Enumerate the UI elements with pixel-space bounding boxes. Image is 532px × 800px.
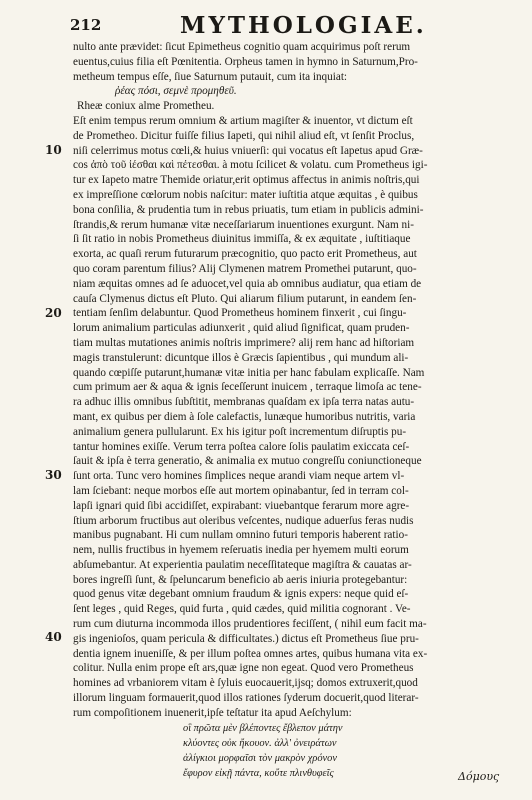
text-line: niam æquitas omnes ad ſe aduocet,vel quia ab omnibus audiatur, qua etiam de	[73, 277, 422, 290]
text-line: Eſt enim tempus rerum omnium & artium magiſter & inuentor, vt dictum eſt	[73, 114, 413, 127]
margin-line-number: 20	[45, 306, 62, 320]
catchword: Δόμους	[458, 770, 500, 783]
text-line: magis transtulerunt: dicuntque illos è Græcis ſapientibus , qui mundum ali-	[73, 351, 409, 364]
text-line: lorum animalium particulas adiunxerit , quid aliud ſignificat, quam pruden-	[73, 322, 410, 335]
text-line: illorum linguam formauerit,quod illos rationes ſyderum docuerit,quod literar-	[73, 692, 419, 705]
text-line: ſtrandis,& rerum humanæ vitæ neceſſariarum inuentiones exurgunt. Nam ni-	[73, 218, 414, 231]
text-line: animalium genera pullularunt. Ex his igitur poſt incrementum diſruptis pu-	[73, 425, 407, 438]
greek-verse-line: ἀλίγκιοι μορφαῖσι τὸν μακρὸν χρόνον	[183, 752, 337, 764]
greek-quote-line: ῥέας πόσι, σεμνὲ προμηθεῦ.	[115, 85, 237, 98]
text-line: ra adhuc illis omnibus ſubſtitit, membranas quaſdam ex ipſa terra natas autu-	[73, 396, 415, 409]
text-line: euentus,cuius filia eſt Pœnitentia. Orpheus tamen in hymno in Saturnum,Pro-	[73, 55, 418, 68]
text-line: gis ingenioſos, quam pericula & difficultates.) dictus eſt Prometheus ſiue pru-	[73, 632, 419, 645]
text-line: mant, ex quibus per diem à ſole calefactis, lunæque humoribus nutritis, varia	[73, 410, 416, 423]
text-line: ſunt orta. Tunc vero homines ſimplices neque arandi viam neque artem vl-	[73, 470, 405, 483]
text-line: colitur. Nulla enim prope eſt ars,quæ igne non egeat. Quod vero Prometheus	[73, 662, 414, 675]
text-line: tur ex Iapeto matre Themide oriatur,erit optimus affectus in animis noſtris,qui	[73, 174, 420, 187]
text-line: bona conſilia, & prudentia tum in rebus priuatis, tum etiam in publicis admini-	[73, 203, 424, 216]
page-header	[70, 12, 510, 42]
text-line: tiam multas mutationes animis noſtris imprimere? alij rem hanc ad hiſtoriam	[73, 336, 415, 349]
text-line: abſumebantur. At experientia paulatim neceſſitateque magiſtra & cauatas ar-	[73, 558, 412, 571]
verse-translation-line: Rheæ coniux alme Prometheu.	[77, 100, 215, 113]
text-line: lam ſciebant: neque morbos eſſe aut mortem opinabantur, ſed in terram col-	[73, 484, 409, 497]
text-line: de Prometheo. Dicitur fuiſſe filius Iapeti, qui nihil aliud eſt, vt ſenſit Proclus,	[73, 129, 415, 142]
text-line: tentiam ſenſim delabuntur. Quod Prometheus hominem finxerit , cui ſingu-	[73, 307, 407, 320]
text-line: bores ingreſſi ſunt, & ſpeluncarum beneficio ab aeris iniuria protegebantur:	[73, 573, 408, 586]
text-line: exorta, ac quaſi rerum futurarum præcognitio, quo pacto erit Prometheus, aut	[73, 248, 417, 261]
text-line: ſent leges , quid Reges, quid furta , quid cædes, quid militia cognorant . Ve-	[73, 603, 411, 616]
text-line: dentia ignem inueniſſe, & per illum poſtea omnes artes, quibus humana vita ex-	[73, 647, 428, 660]
greek-verse-line: ἔφυρον εἰκῇ πάντα, κοὔτε πλινθυφεῖς	[183, 767, 334, 779]
text-line: ex impreſſione cœlorum nobis naſcitur: mater iuſtitia atque æquitas , è quibus	[73, 188, 418, 201]
text-line: homines ad vrbaniorem vitam è ſyluis euocauerit,ijsq; domos extruxerit,quod	[73, 677, 418, 690]
text-line: metheum tempus eſſe, ſiue Saturnum putauit, cum ita inquiat:	[73, 70, 348, 83]
text-line: manibus pugnabant. Hi cum nullam omnino futuri temporis haberent ratio-	[73, 529, 408, 542]
margin-line-number: 30	[45, 468, 62, 482]
text-line: cum primum aer & aqua & ignis ſeceſſerunt inuicem , terraque limoſa ac tene-	[73, 381, 422, 394]
text-line: quo coram parentum filius? Alij Clymenen matrem Promethei putarunt, quo-	[73, 262, 417, 275]
text-line: ſtium arborum fructibus aut oleribus veſcentes, nudique aduerſus feras nudis	[73, 514, 414, 527]
greek-verse-line: κλύοντες οὐκ ἤκουον. ἀλλ' ὀνειράτων	[183, 737, 337, 749]
text-line: niſi celerrimus motus cœli,& huius vniuerſi: qui vocatus eſt Iapetus apud Græ-	[73, 144, 423, 157]
text-line: cos ἀπὸ τοῦ ἰέσθαι καὶ πέτεσθαι. à motu ſcilicet & volatu. cum Prometheus igi-	[73, 159, 428, 172]
text-line: quod genus vitæ degebant omnium fraudum & ignis expers: neque quid eſ-	[73, 588, 409, 601]
page-number: 212	[70, 16, 102, 34]
margin-line-number: 10	[45, 143, 62, 157]
text-line: rum cum diuturna incommoda illos prudentiores feciſſent, ( nihil eum facit ma-	[73, 618, 427, 631]
text-line: lapſi ignari quid ſibi accidiſſet, expirabant: viuebantque ferarum more agre-	[73, 499, 410, 512]
greek-verse-line: οἳ πρῶτα μὲν βλέποντες ἔβλεπον μάτην	[183, 722, 343, 734]
text-line: rum compoſitionem inuenerit,ipſe teſtatur ita apud Aeſchylum:	[73, 706, 352, 719]
text-line: quando cœpiſſe putarunt,humanæ vitæ initia per hanc fabulam explicaſſe. Nam	[73, 366, 425, 379]
text-line: ſi ſit ratio in nobis Prometheus diuinitus immiſſa, & ex æquitate , iuſtitiaque	[73, 233, 411, 246]
text-line: nulto ante prævidet: ſicut Epimetheus cognitio quam acquirimus poſt rerum	[73, 41, 411, 53]
text-line: nem, nullis fructibus in hyemem reſeruatis inedia per hyemem multi eorum	[73, 544, 409, 557]
body-text	[73, 40, 520, 781]
margin-line-number: 40	[45, 630, 62, 644]
text-line: cauſa Clymenus dictus eſt Pluto. Qui aliarum filium putarunt, in eandem ſen-	[73, 292, 417, 305]
text-line: ſauit & ipſa è terra generatio, & animalia ex mutuo congreſſu coniunctioneque	[73, 455, 422, 468]
running-title: MYTHOLOGIAE.	[180, 12, 427, 39]
text-line: tantur homines exiſſe. Verum terra poſtea calore ſolis paulatim exiccata ceſ-	[73, 440, 410, 453]
